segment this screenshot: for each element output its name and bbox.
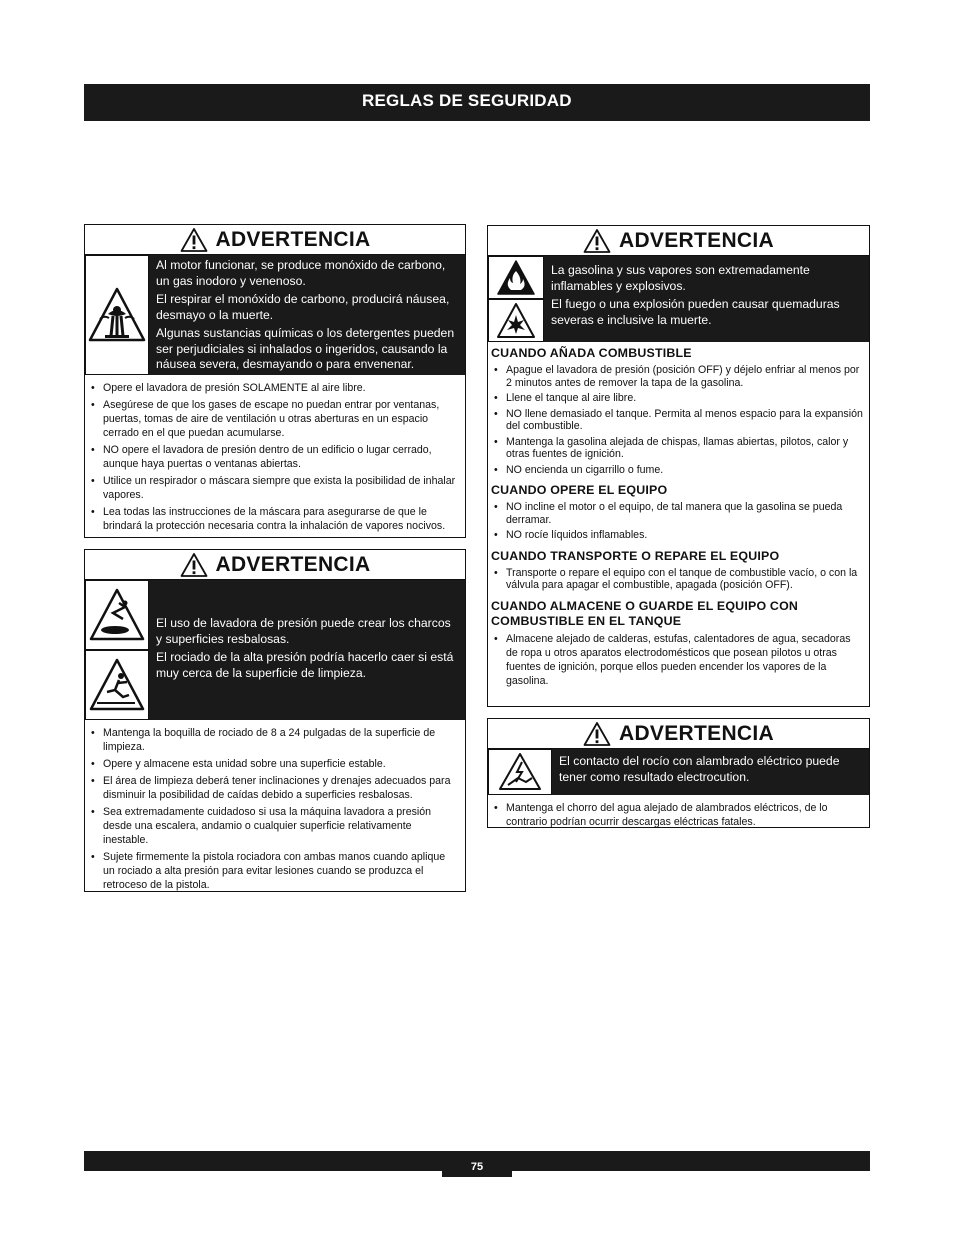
fire-icon <box>496 259 536 297</box>
warning-word: ADVERTENCIA <box>619 721 774 745</box>
hazard-description <box>149 580 465 720</box>
warning-title <box>488 719 869 749</box>
section-heading: CUANDO OPERE EL EQUIPO <box>491 483 668 497</box>
section-header-bar <box>84 84 870 121</box>
list-item: • Sujete firmemente la pistola rociadora con ambas manos cuando aplique un rociado a alta presión para evitar lesiones cuando se produzca el retroceso de la pistola. <box>89 850 459 892</box>
warning-box-carbon-monoxide <box>84 224 466 538</box>
list-item: • Mantenga el chorro del agua alejado de alambrados eléctricos, de lo contrario podrían ocurrir descargas eléctricas fatales. <box>492 801 863 829</box>
warning-box-slippery-surfaces <box>84 549 466 892</box>
precaution-list <box>488 629 869 688</box>
warning-triangle-icon <box>583 228 611 254</box>
warning-triangle-icon <box>180 227 208 253</box>
section-heading: CUANDO AÑADA COMBUSTIBLE <box>491 346 692 360</box>
section-title: REGLAS DE SEGURIDAD <box>362 91 572 110</box>
list-item: • Almacene alejado de calderas, estufas, calentadores de agua, secadoras de ropa u otros aparatos electrodomésticos que posean pilotos u otras fuentes de ignición, porque ellos pueden encender los vapores de la gasolina. <box>492 632 863 688</box>
list-item: • Asegúrese de que los gases de escape no puedan entrar por ventanas, puertas, tomas de aire de ventilación u otras aberturas en un espacio cerrado en el que puedan acumularse. <box>89 398 459 440</box>
hazard-text: El fuego o una explosión pueden causar quemaduras severas e inclusive la muerte. <box>551 297 840 327</box>
page-number: 75 <box>442 1158 512 1177</box>
list-item: • NO opere el lavadora de presión dentro de un edificio o lugar cerrado, aunque haya puertas o ventanas abiertas. <box>89 443 459 471</box>
list-item: • Utilice un respirador o máscara siempre que exista la posibilidad de inhalar vapores. <box>89 474 459 502</box>
hazard-description <box>552 749 869 795</box>
electrocution-icon <box>498 752 542 792</box>
list-item: • NO llene demasiado el tanque. Permita al menos espacio para la expansión del combustible. <box>492 408 863 433</box>
list-item: • NO encienda un cigarrillo o fume. <box>492 464 863 477</box>
hazard-text: La gasolina y sus vapores son extremadamente inflamables y explosivos. <box>551 263 810 293</box>
precaution-list <box>488 498 869 542</box>
warning-word: ADVERTENCIA <box>215 227 371 251</box>
warning-triangle-icon <box>180 552 208 578</box>
warning-title <box>488 226 869 256</box>
warning-title <box>85 225 465 255</box>
list-item: • NO rocíe líquidos inflamables. <box>492 529 863 542</box>
toxic-fumes-icon <box>88 286 146 344</box>
hazard-text: El rociado de la alta presión podría hacerlo caer si está muy cerca de la superficie de limpieza. <box>156 650 454 680</box>
list-item: • El área de limpieza deberá tener inclinaciones y drenajes adecuados para disminuir la posibilidad de caídas debido a superficies resbalosas. <box>89 774 459 802</box>
precaution-list <box>488 795 869 836</box>
hazard-text: El respirar el monóxido de carbono, producirá náusea, desmayo o la muerte. <box>156 292 450 322</box>
slippery-puddle-icon <box>89 587 145 643</box>
list-item: • Opere el lavadora de presión SOLAMENTE al aire libre. <box>89 381 459 395</box>
hazard-description <box>149 255 465 375</box>
precaution-list <box>85 720 465 899</box>
list-item: • Opere y almacene esta unidad sobre una superficie estable. <box>89 757 459 771</box>
warning-word: ADVERTENCIA <box>619 228 774 252</box>
warning-word: ADVERTENCIA <box>215 552 371 576</box>
explosion-icon <box>496 302 536 340</box>
list-item: • Lea todas las instrucciones de la máscara para asegurarse de que le brindará la protección necesaria contra la inhalación de vapores nocivos. <box>89 505 459 533</box>
list-item: • Mantenga la boquilla de rociado de 8 a 24 pulgadas de la superficie de limpieza. <box>89 726 459 754</box>
warning-triangle-icon <box>583 721 611 747</box>
list-item: • NO incline el motor o el equipo, de tal manera que la gasolina se pueda derramar. <box>492 501 863 526</box>
slip-fall-icon <box>89 657 145 713</box>
hazard-description <box>544 256 869 342</box>
hazard-text: El uso de lavadora de presión puede crear los charcos y superficies resbalosas. <box>156 616 451 646</box>
hazard-text: Al motor funcionar, se produce monóxido de carbono, un gas inodoro y venenoso. <box>156 258 446 288</box>
list-item: • Apague el lavadora de presión (posición OFF) y déjelo enfriar al menos por 2 minutos antes de remover la tapa de la gasolina. <box>492 364 863 389</box>
list-item: • Llene el tanque al aire libre. <box>492 392 863 405</box>
list-item: • Sea extremadamente cuidadoso si usa la máquina lavadora a presión desde una escalera, andamio o cualquier superficie relativamente inestable. <box>89 805 459 847</box>
list-item: • Transporte o repare el equipo con el tanque de combustible vacío, o con la válvula para apagar el combustible, apagada (posición OFF). <box>492 567 863 592</box>
list-item: • Mantenga la gasolina alejada de chispas, llamas abiertas, pilotos, calor y otras fuentes de ignición. <box>492 436 863 461</box>
precaution-list <box>488 361 869 476</box>
warning-box-fuel <box>487 225 870 707</box>
section-heading: CUANDO ALMACENE O GUARDE EL EQUIPO CON COMBUSTIBLE EN EL TANQUE <box>491 598 799 628</box>
precaution-list <box>488 564 869 592</box>
hazard-text: El contacto del rocío con alambrado eléctrico puede tener como resultado electrocution. <box>559 754 840 784</box>
precaution-list <box>85 375 465 540</box>
hazard-text: Algunas sustancias químicas o los detergentes pueden ser perjudiciales si inhalados o ingeridos, causando la náusea severa, desmayando o para envenenar. <box>156 326 455 371</box>
warning-box-electrocution <box>487 718 870 828</box>
section-heading: CUANDO TRANSPORTE O REPARE EL EQUIPO <box>491 548 780 563</box>
warning-title <box>85 550 465 580</box>
